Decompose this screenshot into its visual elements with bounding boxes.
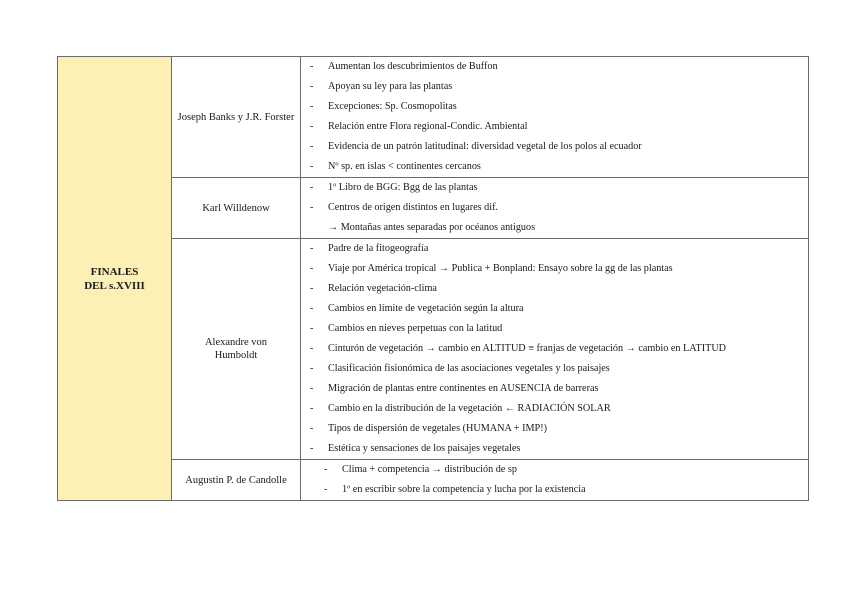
list-item: - Centros de origen distintos en lugares dif. <box>310 202 499 213</box>
author-name: Augustin P. de Candolle <box>185 474 287 486</box>
list-item: - Tipos de dispersión de vegetales (HUMANA + IMP!) <box>310 423 548 434</box>
list-item: - Aumentan los descubrimientos de Buffon <box>310 61 498 72</box>
list-subitem: → Montañas antes separadas por océanos antiguos <box>328 222 536 233</box>
facts-cell-humboldt <box>301 239 809 460</box>
fact-list <box>301 460 808 500</box>
author-cell-willdenow <box>172 178 301 239</box>
list-item: - Nº sp. en islas < continentes cercanos <box>310 161 481 172</box>
period-label: FINALES DEL s.XVIII <box>84 265 145 292</box>
list-item: - 1º Libro de BGG: Bgg de las plantas <box>310 182 478 193</box>
list-item: - Cambio en la distribución de la vegetación ← RADIACIÓN SOLAR <box>310 403 611 414</box>
list-item: - Excepciones: Sp. Cosmopolitas <box>310 101 457 112</box>
author-name: Karl Willdenow <box>202 202 270 214</box>
list-item: - Clima + competencia → distribución de sp <box>324 464 517 475</box>
fact-list <box>301 57 808 177</box>
list-item: - Cambios en nieves perpetuas con la latitud <box>310 323 503 334</box>
list-item: - Relación vegetación-clima <box>310 283 437 294</box>
list-item: - 1º en escribir sobre la competencia y lucha por la existencia <box>324 484 586 495</box>
author-name: Alexandre von Humboldt <box>204 337 268 361</box>
fact-list <box>301 239 808 459</box>
list-item: - Estética y sensaciones de los paisajes vegetales <box>310 443 521 454</box>
list-item: - Relación entre Flora regional-Condic. Ambiental <box>310 121 528 132</box>
facts-cell-candolle <box>301 460 809 501</box>
table-row <box>58 57 809 178</box>
author-cell-candolle <box>172 460 301 501</box>
list-item: - Evidencia de un patrón latitudinal: diversidad vegetal de los polos al ecuador <box>310 141 642 152</box>
author-cell-banks-forster <box>172 57 301 178</box>
list-item: - Viaje por América tropical → Publica + Bonpland: Ensayo sobre la gg de las plantas <box>310 263 673 274</box>
list-item: - Cambios en límite de vegetación según la altura <box>310 303 524 314</box>
list-item: - Cinturón de vegetación → cambio en ALTITUD ≡ franjas de vegetación → cambio en LATITUD <box>310 343 727 354</box>
list-item: - Migración de plantas entre continentes en AUSENCIA de barreras <box>310 383 599 394</box>
list-item: - Clasificación fisionómica de las asociaciones vegetales y los paisajes <box>310 363 610 374</box>
facts-cell-willdenow <box>301 178 809 239</box>
facts-cell-banks-forster <box>301 57 809 178</box>
fact-list <box>301 178 808 238</box>
author-cell-humboldt <box>172 239 301 460</box>
period-cell <box>58 57 172 501</box>
biogeography-history-table <box>57 56 809 501</box>
list-item: - Apoyan su ley para las plantas <box>310 81 453 92</box>
list-item: - Padre de la fitogeografía <box>310 243 429 254</box>
author-name: Joseph Banks y J.R. Forster <box>177 111 295 123</box>
